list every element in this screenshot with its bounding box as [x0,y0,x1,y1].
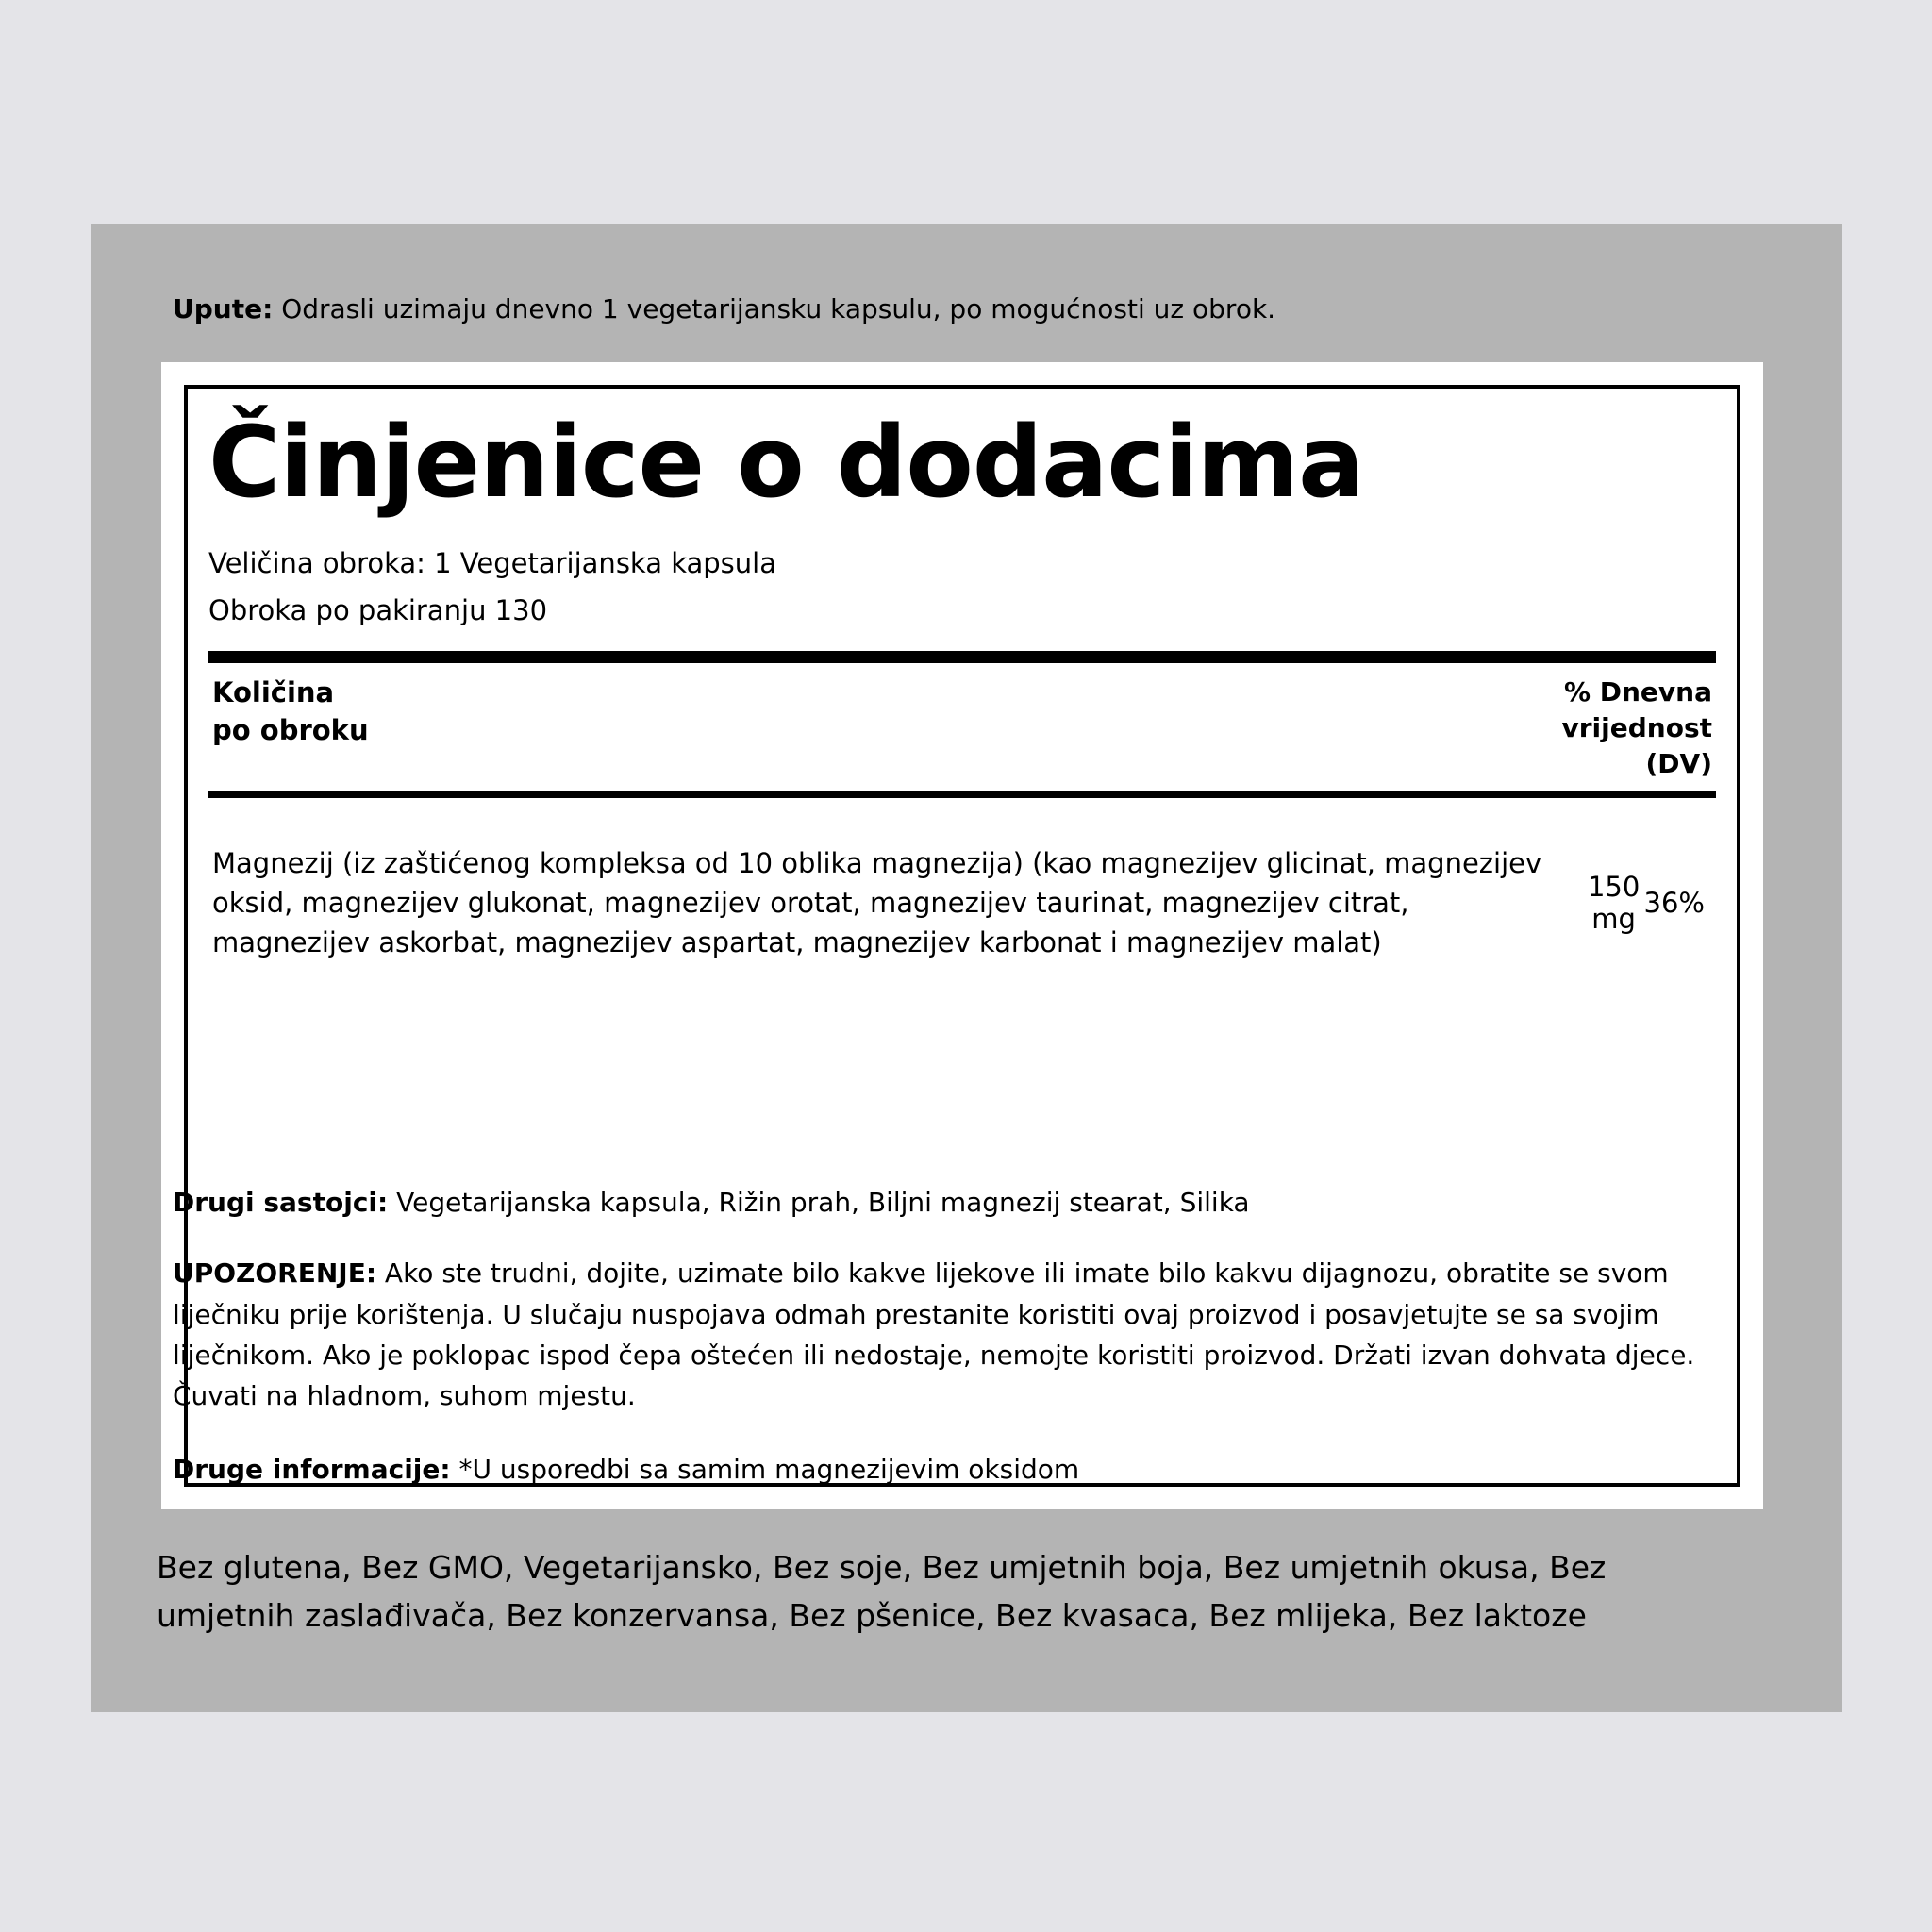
table-header-row [208,663,1716,791]
amount-header-line2: po obroku [212,713,369,746]
directions-label: Upute: [173,293,274,325]
nutrient-amount: 150 mg [1587,870,1641,935]
divider-thick-top [208,651,1716,663]
warning-label: UPOZORENJE: [173,1257,377,1290]
dv-header-line1: % Dnevna [1563,676,1712,708]
divider-under-header [208,791,1716,798]
warning-paragraph [173,1253,1757,1417]
other-information-label: Druge informacije: [173,1453,451,1485]
directions-text: Odrasli uzimaju dnevno 1 vegetarijansku kapsulu, po mogućnosti uz obrok. [273,293,1276,325]
amount-header-line1: Količina [212,676,335,709]
other-ingredients-line [173,1184,1757,1221]
table-row [208,798,1716,1008]
warning-text: Ako ste trudni, dojite, uzimate bilo kakve lijekove ili imate bilo kakvu dijagnozu, obratite se svom liječniku prije korištenja. U slučaju nuspojava odmah prestanite koristiti ovaj proizvod i posavjetujte se sa svojim liječnikom. Ako je poklopac ispod čepa oštećen ili nedostaje, nemojte koristiti proizvod. Držati izvan dohvata djece. Čuvati na hladnom, suhom mjestu. [173,1257,1695,1412]
other-ingredients-text: Vegetarijanska kapsula, Rižin prah, Biljni magnezij stearat, Silika [388,1187,1250,1218]
amount-per-serving-header [212,675,369,748]
nutrient-daily-value: 36% [1643,886,1705,919]
dv-header-line2: vrijednost [1561,712,1712,744]
label-footnotes [173,1184,1757,1488]
directions-line [173,292,1776,326]
nutrient-name: Magnezij (iz zaštićenog kompleksa od 10 oblika magnezija) (kao magnezijev glicinat, magnezijev oksid, magnezijev glukonat, magnezijev orotat, magnezijev taurinat, magnezijev citrat, magnezijev askorbat, magnezijev aspartat, magnezijev karbonat i magnezijev malat) [212,846,1542,958]
servings-per-container: Obroka po pakiranju 130 [208,594,548,627]
daily-value-header [1561,675,1712,781]
other-information-text: *U usporedbi sa samim magnezijevim oksidom [450,1453,1080,1485]
other-ingredients-label: Drugi sastojci: [173,1187,389,1218]
other-information-line [173,1451,1757,1488]
dv-header-line3: (DV) [1645,748,1712,779]
serving-size: Veličina obroka: 1 Vegetarijanska kapsula [208,547,776,580]
supplement-facts-title: Činjenice o dodacima [208,405,1364,520]
product-claims: Bez glutena, Bez GMO, Vegetarijansko, Bez soje, Bez umjetnih boja, Bez umjetnih okusa, Bez umjetnih zaslađivača, Bez konzervansa, Bez pšenice, Bez kvasaca, Bez mlijeka, Bez laktoze [157,1549,1607,1635]
